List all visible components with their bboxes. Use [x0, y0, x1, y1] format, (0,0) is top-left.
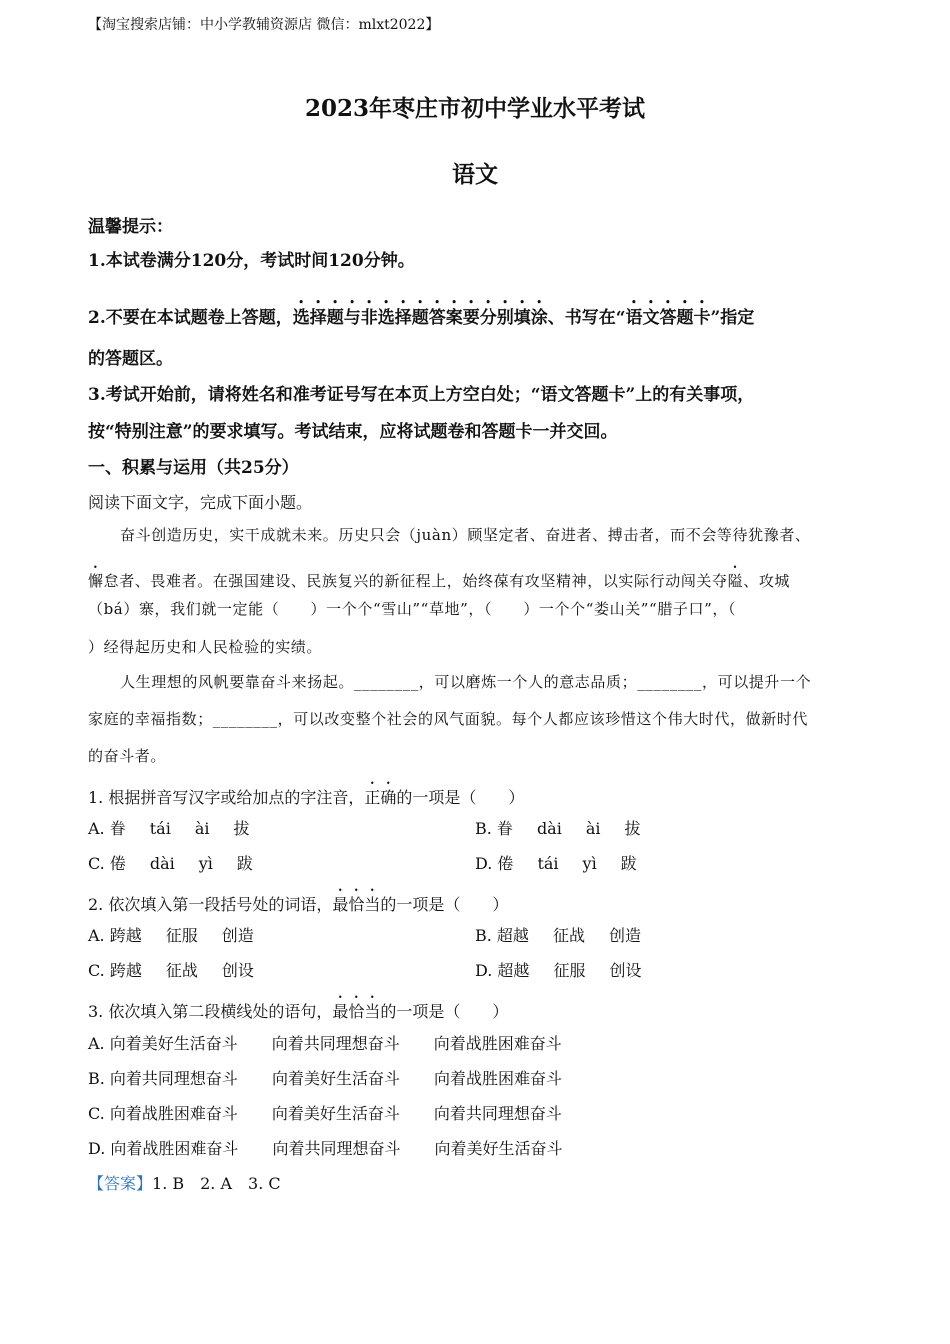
reading-instruction: 阅读下面文字，完成下面小题。 [88, 493, 313, 512]
subject-title: 语文 [452, 161, 498, 188]
tip-item-1: 1.本试卷满分120分，考试时间120分钟。 [88, 251, 415, 271]
q1-emphasis: 正确 [364, 788, 397, 807]
q1-option-a[interactable]: A. 眷 tái ài 拔 [88, 819, 250, 838]
tip-item-2-part-e: ”指定 [710, 308, 755, 328]
tip-item-3-cont: 按“特别注意”的要求填写。考试结束，应将试题卷和答题卡一并交回。 [88, 422, 618, 442]
q2-option-b[interactable]: B. 超越 征战 创造 [475, 926, 641, 945]
answer-text: 1. B 2. A 3. C [152, 1174, 281, 1193]
tip-item-2-part-a: 2.不要在本试题卷上答题， [88, 308, 293, 328]
section-heading: 一、积累与运用（共25分） [88, 458, 299, 478]
passage-line-2: 懈怠者、畏难者。在强国建设、民族复兴的新征程上，始终葆有攻坚精神，以实际行动闯关夺隘、攻城 [88, 572, 791, 590]
passage-line-7: 的奋斗者。 [88, 747, 167, 765]
answer-line [88, 1171, 281, 1194]
passage-line-4: ）经得起历史和人民检验的实绩。 [88, 638, 323, 656]
tip-item-2-part-c: 书写在“ [564, 308, 626, 328]
passage-line-3: （bá）寨，我们就一定能（ ）一个个“雪山”“草地”，（ ）一个个“娄山关”“腊子口”，（ [88, 600, 737, 618]
dotted-char-xie: 懈 [88, 572, 104, 590]
header-note: 【淘宝搜索店铺：中小学教辅资源店 微信：mlxt2022】 [88, 17, 440, 33]
answer-label: 【答案】 [88, 1174, 153, 1193]
q1-option-b[interactable]: B. 眷 dài ài 拔 [475, 819, 641, 838]
question-2-stem: 2. 依次填入第一段括号处的词语，最恰当的一项是（ ） [88, 895, 509, 914]
q2-option-c[interactable]: C. 跨越 征战 创设 [88, 961, 254, 980]
q3-option-a[interactable]: A. 向着美好生活奋斗 向着共同理想奋斗 向着战胜困难奋斗 [88, 1034, 562, 1053]
tip-item-3: 3.考试开始前，请将姓名和准考证号写在本页上方空白处；“语文答题卡”上的有关事项， [88, 385, 755, 405]
tip-item-2-cont: 的答题区。 [88, 349, 173, 369]
passage-line-5: 人生理想的风帆要靠奋斗来扬起。________，可以磨炼一个人的意志品质；________，可以提升一个 [120, 673, 812, 691]
question-3-stem: 3. 依次填入第二段横线处的语句，最恰当的一项是（ ） [88, 1002, 509, 1021]
passage-line-6: 家庭的幸福指数；________，可以改变整个社会的风气面貌。每个人都应该珍惜这个伟大时代，做新时代 [88, 710, 809, 728]
q3-option-d[interactable]: D. 向着战胜困难奋斗 向着共同理想奋斗 向着美好生活奋斗 [88, 1139, 563, 1158]
dotted-char-ai: 隘 [727, 572, 744, 590]
tips-label: 温馨提示： [88, 217, 173, 237]
q1-option-c[interactable]: C. 倦 dài yì 跋 [88, 854, 253, 873]
q3-option-b[interactable]: B. 向着共同理想奋斗 向着美好生活奋斗 向着战胜困难奋斗 [88, 1069, 562, 1088]
q3-emphasis: 最恰当 [332, 1002, 381, 1021]
q1-option-d[interactable]: D. 倦 tái yì 跋 [475, 854, 637, 873]
tip-item-2 [88, 298, 754, 328]
q2-emphasis: 最恰当 [332, 895, 381, 914]
q3-option-c[interactable]: C. 向着战胜困难奋斗 向着美好生活奋斗 向着共同理想奋斗 [88, 1104, 562, 1123]
q2-option-a[interactable]: A. 跨越 征服 创造 [88, 926, 254, 945]
page-title: 2023年枣庄市初中学业水平考试 [304, 95, 645, 122]
question-1-stem: 1. 根据拼音写汉字或给加点的字注音，正确的一项是（ ） [88, 788, 525, 807]
tip-item-2-card: 语文答题卡 [625, 308, 711, 328]
q2-option-d[interactable]: D. 超越 征服 创设 [475, 961, 642, 980]
passage-line-1: 奋斗创造历史，实干成就未来。历史只会（juàn）顾坚定者、奋进者、搏击者，而不会等待犹豫者、 [120, 526, 811, 544]
tip-item-2-emphasis: 选择题与非选择题答案要分别填涂、 [292, 308, 565, 328]
